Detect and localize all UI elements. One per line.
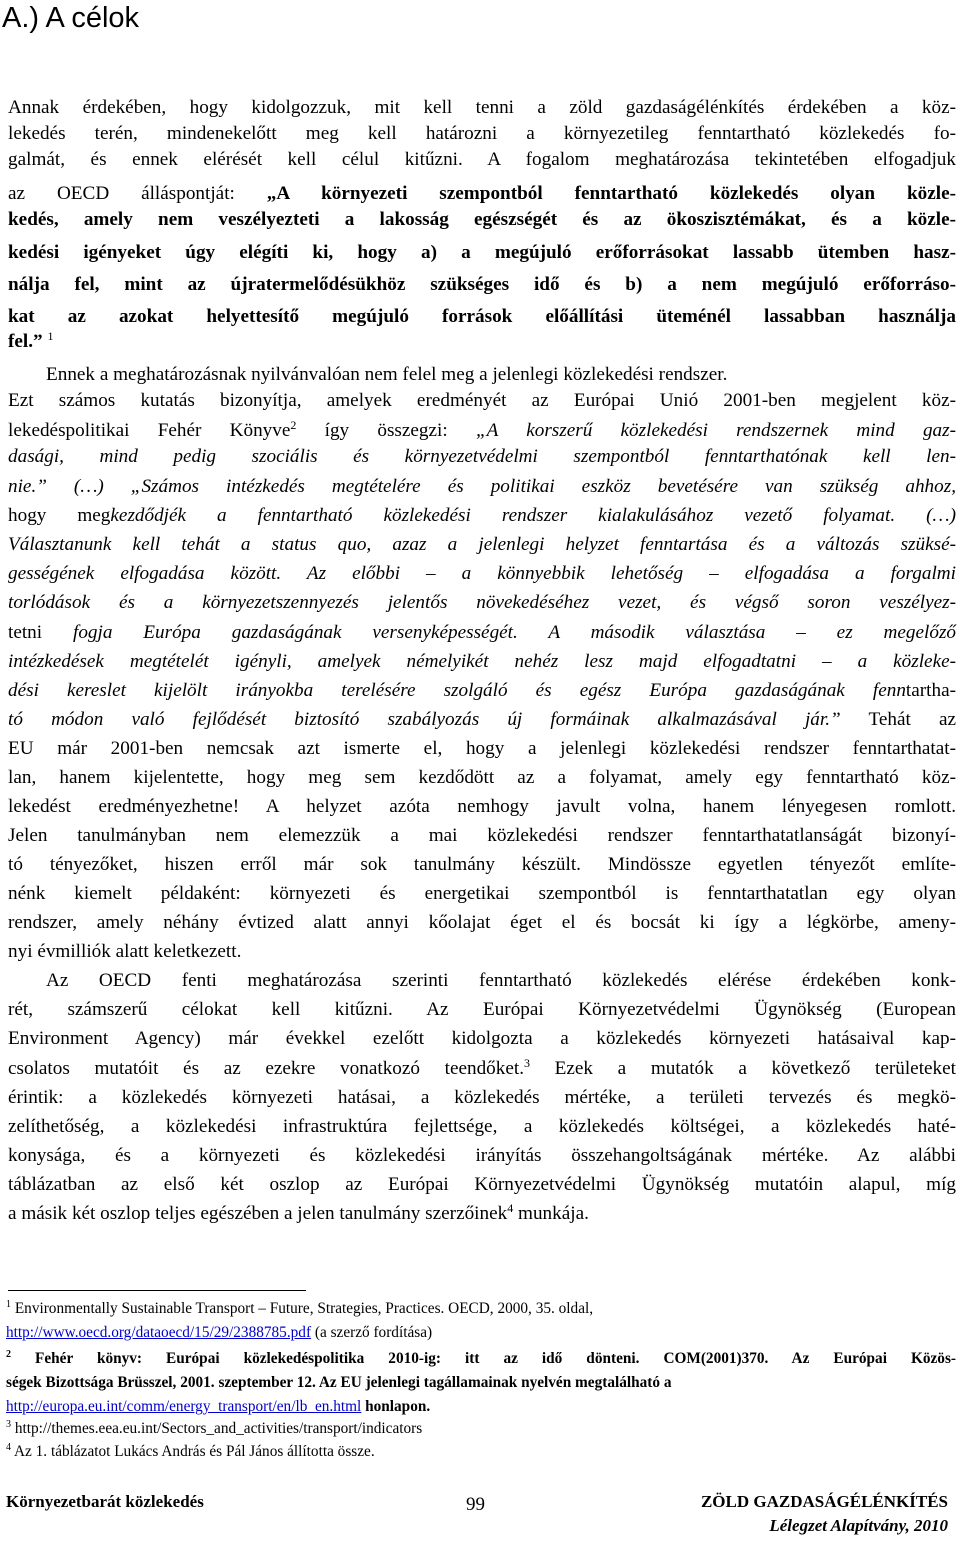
quote-italic: kezdődjék a fenntartható közlekedési rendszer kialakulásához vezető folyamat. (…) xyxy=(110,505,956,526)
text-line: lekedés terén, mindenekelőtt meg kell határozni a környezetileg fenntartható közlekedés fo- xyxy=(8,123,956,144)
text-line xyxy=(8,678,956,704)
text-line: torlódások és a környezetszennyezés jelentős növekedéséhez vezet, és végső soron veszélyez- xyxy=(8,592,956,613)
text-line: galmát, és ennek elérését kell célul kitűzni. A fogalom meghatározása tekintetében elfogadjuk xyxy=(8,149,956,170)
footer-series: ZÖLD GAZDASÁGÉLÉNKÍTÉS xyxy=(700,1492,948,1511)
text-line: Ezt számos kutatás bizonyítja, amelyek eredményét az Európai Unió 2001-ben megjelent köz- xyxy=(8,390,956,411)
text-line: lan, hanem kijelentette, hogy meg sem kezdődött az a folyamat, amely egy fenntartható köz- xyxy=(8,767,956,788)
text-span: hogy meg xyxy=(8,505,111,526)
text-line xyxy=(8,503,956,529)
text-line xyxy=(8,707,956,733)
quote-italic: fogja Európa gazdaságának versenyképességét. A második választása – ez megelőző xyxy=(72,622,957,643)
text-line: nálja fel, mint az újratermelődésükhöz szükséges idő és b) a nem megújuló erőforráso- xyxy=(8,274,956,295)
text-line xyxy=(8,418,956,444)
text-line: EU már 2001-ben nemcsak azt ismerte el, hogy a jelenlegi közlekedési rendszer fenntarthatat- xyxy=(8,738,956,759)
footnote-ref[interactable]: 1 xyxy=(47,329,54,343)
footnote-text: http://themes.eea.eu.int/Sectors_and_activities/transport/indicators xyxy=(11,1420,423,1437)
footnote-number: 1 xyxy=(6,1299,11,1310)
text-line xyxy=(8,329,956,355)
footnote-ref[interactable]: 3 xyxy=(524,1056,531,1070)
text-line: gességének elfogadása között. Az előbbi – a könnyebbik lehetőség – elfogadása a forgalmi xyxy=(8,563,956,584)
text-line: konysága, és a környezeti és közlekedési irányítás összehangoltságának mértéke. Az alábbi xyxy=(8,1145,956,1166)
section-heading: A.) A célok xyxy=(2,2,140,34)
text-line: Ennek a meghatározásnak nyilvánvalóan nem felel meg a jelenlegi közlekedési rendszer. xyxy=(46,364,728,385)
text-span: csolatos mutatóit és az ezekre vonatkozó teendőket. xyxy=(8,1058,525,1079)
footnote-text: Fehér könyv: Európai közlekedéspolitika 2010-ig: itt az idő dönteni. COM(2001)370. Az Európai Közös- xyxy=(11,1350,956,1367)
text-line xyxy=(8,181,956,207)
text-line: Environment Agency) már évekkel ezelőtt kidolgozta a közlekedés környezeti hatásaival kap- xyxy=(8,1028,956,1049)
text-line: nénk kiemelt példaként: környezeti és energetikai szempontból is fenntarthatatlan egy olyan xyxy=(8,883,956,904)
text-line: nyi évmilliók alatt keletkezett. xyxy=(8,941,242,962)
footnote-ref[interactable]: 2 xyxy=(290,418,297,432)
text-line: lekedést eredményezhetne! A helyzet azóta nemhogy javult volna, hanem lényegesen romlott. xyxy=(8,796,956,817)
text-span: tartha- xyxy=(905,680,956,701)
footer-title: Környezetbarát közlekedés xyxy=(6,1492,204,1511)
text-line: érintik: a közlekedés környezeti hatásai, a közlekedés mértéke, a területi tervezés és megkö- xyxy=(8,1087,956,1108)
text-span: tetni xyxy=(8,622,73,643)
footer-publisher: Lélegzet Alapítvány, 2010 xyxy=(769,1516,948,1535)
text-line xyxy=(8,1201,956,1227)
footnote-number: 3 xyxy=(6,1419,11,1430)
footnote-2-link-line xyxy=(6,1396,956,1418)
footnote-2 xyxy=(6,1348,956,1370)
footnote-1 xyxy=(6,1298,956,1320)
text-span: Ezek a mutatók a következő területeket xyxy=(530,1058,956,1079)
text-line: tó tényezőket, hiszen erről már sok tanulmány készült. Mindössze egyetlen tényezőt említe- xyxy=(8,854,956,875)
text-line: rendszer, amely néhány évtized alatt annyi kőolajat éget el és bocsát ki így a légkörbe, ameny- xyxy=(8,912,956,933)
text-span: az OECD álláspontját: xyxy=(8,183,267,204)
footnote-1-link-line xyxy=(6,1322,956,1344)
footnote-text: honlapon. xyxy=(361,1398,431,1415)
text-line: kat az azokat helyettesítő megújuló források előállítási üteménél lassabban használja xyxy=(8,306,956,327)
footnote-2-line2: ségek Bizottsága Brüsszel, 2001. szeptember 12. Az EU jelenlegi tagállamainak nyelvén megtalálható a xyxy=(6,1374,672,1391)
text-span: így összegzi: xyxy=(296,420,476,441)
text-line: dasági, mind pedig szociális és környezetvédelmi szempontból fenntarthatónak kell len- xyxy=(8,446,956,467)
text-line: zelíthetőség, a közlekedési infrastruktúra fejlettsége, a közlekedés költségei, a közlekedés haté- xyxy=(8,1116,956,1137)
quote-end: fel.” xyxy=(8,331,43,352)
footnote-number: 4 xyxy=(6,1442,11,1453)
text-line: Választanunk kell tehát a status quo, azaz a jelenlegi helyzet fenntartása és a változás szüksé- xyxy=(8,534,956,555)
oecd-link[interactable]: http://www.oecd.org/dataoecd/15/29/2388785.pdf xyxy=(6,1324,312,1341)
text-line: intézkedések megtételét igényli, amelyek némelyikét nehéz lesz majd elfogadtatni – a közleke- xyxy=(8,651,956,672)
text-line xyxy=(8,1056,956,1082)
text-line: Annak érdekében, hogy kidolgozzuk, mit kell tenni a zöld gazdaságélénkítés érdekében a köz- xyxy=(8,97,956,118)
text-span: Tehát az xyxy=(840,709,956,730)
text-line: kedési igényeket úgy elégíti ki, hogy a) a megújuló erőforrásokat lassabb ütemben hasz- xyxy=(8,242,956,263)
quote-italic: dési kereslet kijelölt irányokba terelésére szolgáló és egész Európa gazdaságának fenn xyxy=(8,680,906,701)
text-line: Az OECD fenti meghatározása szerinti fenntartható közlekedés elérése érdekében konk- xyxy=(46,970,956,991)
text-span: a másik két oszlop teljes egészében a jelen tanulmány szerzőinek xyxy=(8,1203,508,1224)
footnote-4 xyxy=(6,1441,956,1463)
page-number: 99 xyxy=(466,1494,485,1515)
footnote-text: (a szerző fordítása) xyxy=(311,1324,433,1341)
footnote-ref[interactable]: 4 xyxy=(507,1201,514,1215)
footnote-text: Az 1. táblázatot Lukács András és Pál János állította össze. xyxy=(11,1443,375,1460)
footnote-text: Environmentally Sustainable Transport – Future, Strategies, Practices. OECD, 2000, 35. oldal, xyxy=(11,1300,594,1317)
text-line xyxy=(8,620,956,646)
quote-bold: „A környezeti szempontból fenntartható közlekedés olyan közle- xyxy=(266,183,956,204)
footnote-number: 2 xyxy=(6,1349,11,1360)
text-line: nie.” (…) „Számos intézkedés megtételére és politikai eszköz bevetésére van szükség ahhoz, xyxy=(8,476,956,497)
footnote-3 xyxy=(6,1418,956,1440)
europa-link[interactable]: http://europa.eu.int/comm/energy_transport/en/lb_en.html xyxy=(6,1398,362,1415)
text-line: Jelen tanulmányban nem elemezzük a mai közlekedési rendszer fenntarthatatlanságát bizonyí- xyxy=(8,825,956,846)
text-span: lekedéspolitikai Fehér Könyve xyxy=(8,420,291,441)
text-span: munkája. xyxy=(513,1203,589,1224)
text-line: rét, számszerű célokat kell kitűzni. Az Európai Környezetvédelmi Ügynökség (European xyxy=(8,999,956,1020)
text-line: táblázatban az első két oszlop az Európai Környezetvédelmi Ügynökség mutatóin alapul, míg xyxy=(8,1174,956,1195)
quote-italic: tó módon való fejlődését biztosító szabályozás új formáinak alkalmazásával jár.” xyxy=(8,709,841,730)
text-line: kedés, amely nem veszélyezteti a lakosság egészségét és az ökoszisztémákat, és a közle- xyxy=(8,209,956,230)
footnote-separator xyxy=(8,1290,306,1291)
quote-italic: „A korszerű közlekedési rendszernek mind gaz- xyxy=(475,420,957,441)
